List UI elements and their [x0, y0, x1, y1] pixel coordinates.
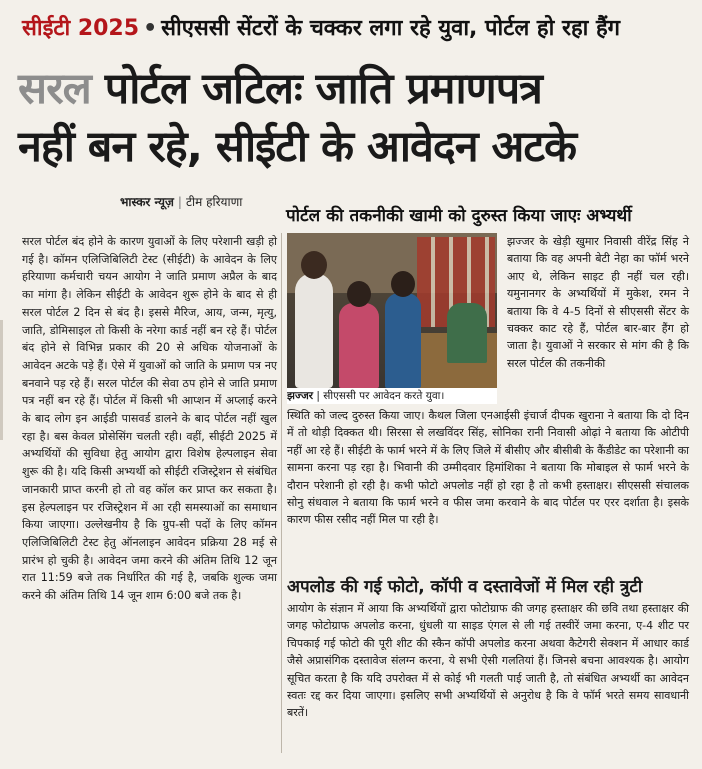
- kicker-separator: •: [143, 16, 158, 41]
- kicker-text: सीएससी सेंटरों के चक्कर लगा रहे युवा, पोर्टल हो रहा हैंग: [161, 16, 621, 41]
- kicker-line: [22, 12, 692, 46]
- article-right-top: [507, 233, 689, 372]
- headline-line2: नहीं बन रहे, सीईटी के आवेदन अटके: [18, 122, 577, 172]
- caption-text: सीएससी पर आवेदन करते युवा।: [323, 390, 445, 402]
- section2-text: आयोग के संज्ञान में आया कि अभ्यर्थियों द्वारा फोटोग्राफ की जगह हस्ताक्षर की छवि तथा हस्ताक्षर की जगह फोटोग्राफ अपलोड करना, धुंधली या साइड एंगल से ली गई तस्वीरें जमा करना, ए-4 शीट पर चिपकाई गई फोटो की पूरी शीट की स्कैन कॉपी अपलोड करना अथवा कैटेगरी सेक्शन में आधार कार्ड जैसे अप्रासंगिक दस्तावेज संलग्न करना, ये सभी ऐसी गलतियां हैं। जिनसे बचना आवश्यक है। आयोग सूचित करता है कि यदि उपरोक्त में से कोई भी गलती पाई जाती है, तो संबंधित अभ्यर्थी का आवेदन स्वतः रद्द कर दिया जाएगा। इसलिए सभी अभ्यर्थियों से अनुरोध है कि वे फॉर्म भरते समय सावधानी बरतें।: [287, 602, 689, 720]
- section2-body: [287, 600, 689, 722]
- left-column-text: सरल पोर्टल बंद होने के कारण युवाओं के लिए परेशानी खड़ी हो गई है। कॉमन एलिजिबिलिटी टेस्ट (सीईटी) के आवेदन के लिए हरियाणा कर्मचारी चयन आयोग ने जाति प्रमाण अप्रैल के बाद का मांगा है। लेकिन सीईटी के आवेदन शुरू होने के बाद से ही सरल पोर्टल 2 दिन से बंद है। इससे मैरिज, आय, जन्म, मृत्यु, जाति, डोमिसाइल तो किसी के नरेगा कार्ड नहीं बन रहे हैं। पोर्टल बंद होने से विभिन्न प्रकार की 20 से अधिक योजनाओं के आवेदन अटके पड़े हैं। ऐसे में युवाओं को जाति के प्रमाण पत्र नए बनवाने पड़ रहे हैं। सरल पोर्टल की सेवा ठप होने से जाति प्रमाण पत्र नहीं बन रहे हैं। पोर्टल में किसी भी आप्शन में अप्लाई करने के बाद लोग इन आईडी पासवर्ड डालने के बाद पोर्टल नहीं खुल रहा है। बस केवल प्रोसेसिंग चलती रही। वहीं, सीईटी 2025 में अभ्यर्थियों की सुविधा हेतु आयोग द्वारा विशेष हेल्पलाइन सेवा शुरू की है। यदि किसी अभ्यर्थी को सीईटी रजिस्ट्रेशन से संबंधित जानकारी प्राप्त करनी हो तो वह कॉल कर प्राप्त कर सकता है। इस हेल्पलाइन पर रजिस्ट्रेशन में आ रही समस्याओं का समाधान किया जाएगा। उल्लेखनीय है कि ग्रुप-सी पदों के लिए कॉमन एलिजिबिलिटी टेस्ट हेतु ऑनलाइन आवेदन प्रक्रिया 28 मई से प्रारंभ हो चुकी है। आवेदन जमा करने की अंतिम तिथि 12 जून रात 11:59 बजे तक निर्धारित की गई है, जबकि शुल्क जमा करने की अंतिम तिथि 14 जून शाम 6:00 बजे तक है।: [22, 235, 277, 603]
- column-divider: [281, 233, 282, 753]
- article-right-full: [287, 407, 689, 529]
- byline-source: भास्कर न्यूज़: [120, 195, 174, 209]
- right-top-text: झज्जर के खेड़ी खुमार निवासी वीरेंद्र सिंह ने बताया कि वह अपनी बेटी नेहा का फॉर्म भरने आए थे, लेकिन साइट ही नहीं चल रही। यमुनानगर के अभ्यर्थियों में मुकेश, रमन ने बताया कि वे 4-5 दिनों से सीएससी सेंटर के चक्कर काट रहे हैं, पोर्टल बार-बार हैंग हो जाता है। युवाओं ने सरकार से मांग की है कि सरल पोर्टल की तकनीकी: [507, 235, 689, 370]
- kicker-tag: सीईटी 2025: [22, 16, 140, 41]
- byline: [120, 193, 242, 210]
- section2-heading: अपलोड की गई फोटो, कॉपी व दस्तावेजों में मिल रही त्रुटी: [287, 577, 643, 597]
- byline-team: टीम हरियाणा: [185, 195, 243, 209]
- photo-caption: [287, 388, 497, 404]
- caption-place: झज्जर: [287, 390, 314, 402]
- subhead: पोर्टल की तकनीकी खामी को दुरुस्त किया जाएः अभ्यर्थी: [286, 206, 632, 226]
- headline: [18, 60, 694, 176]
- news-photo: [287, 233, 497, 388]
- headline-lead: सरल: [18, 64, 91, 114]
- page-crease: [0, 320, 3, 440]
- caption-separator: |: [316, 390, 320, 402]
- byline-separator: |: [177, 195, 182, 209]
- article-left-column: [22, 233, 277, 605]
- right-full-text: स्थिति को जल्द दुरुस्त किया जाए। कैथल जिला एनआईसी इंचार्ज दीपक खुराना ने बताया कि दो दिन में तो थोड़ी दिक्कत थी। सिरसा से लखविंदर सिंह, सोनिका रानी निवासी ओढ़ां ने बताया कि ओटीपी नहीं आ रहे हैं। सीईटी के फार्म भरने में के लिए जिले में बीसीए और बीसीबी के कैंडीडेट का परेशानी का सामना करना पड़ रहा है। भिवानी की उम्मीदवार हिमांशिका ने बताया कि मोबाइल से फार्म भरने के दौरान परेशानी हो रही है। कभी फोटो अपलोड नहीं हो रहा है तो कभी हस्ताक्षर। सीएससी संचालक सोनु संधवाल ने बताया कि फार्म भरने व फीस जमा करवाने के बाद पोर्टल पर एरर दर्शाता है। इसके कारण फीस रसीद नहीं मिल पा रही है।: [287, 409, 689, 527]
- headline-line1: पोर्टल जटिलः जाति प्रमाणपत्र: [104, 64, 542, 114]
